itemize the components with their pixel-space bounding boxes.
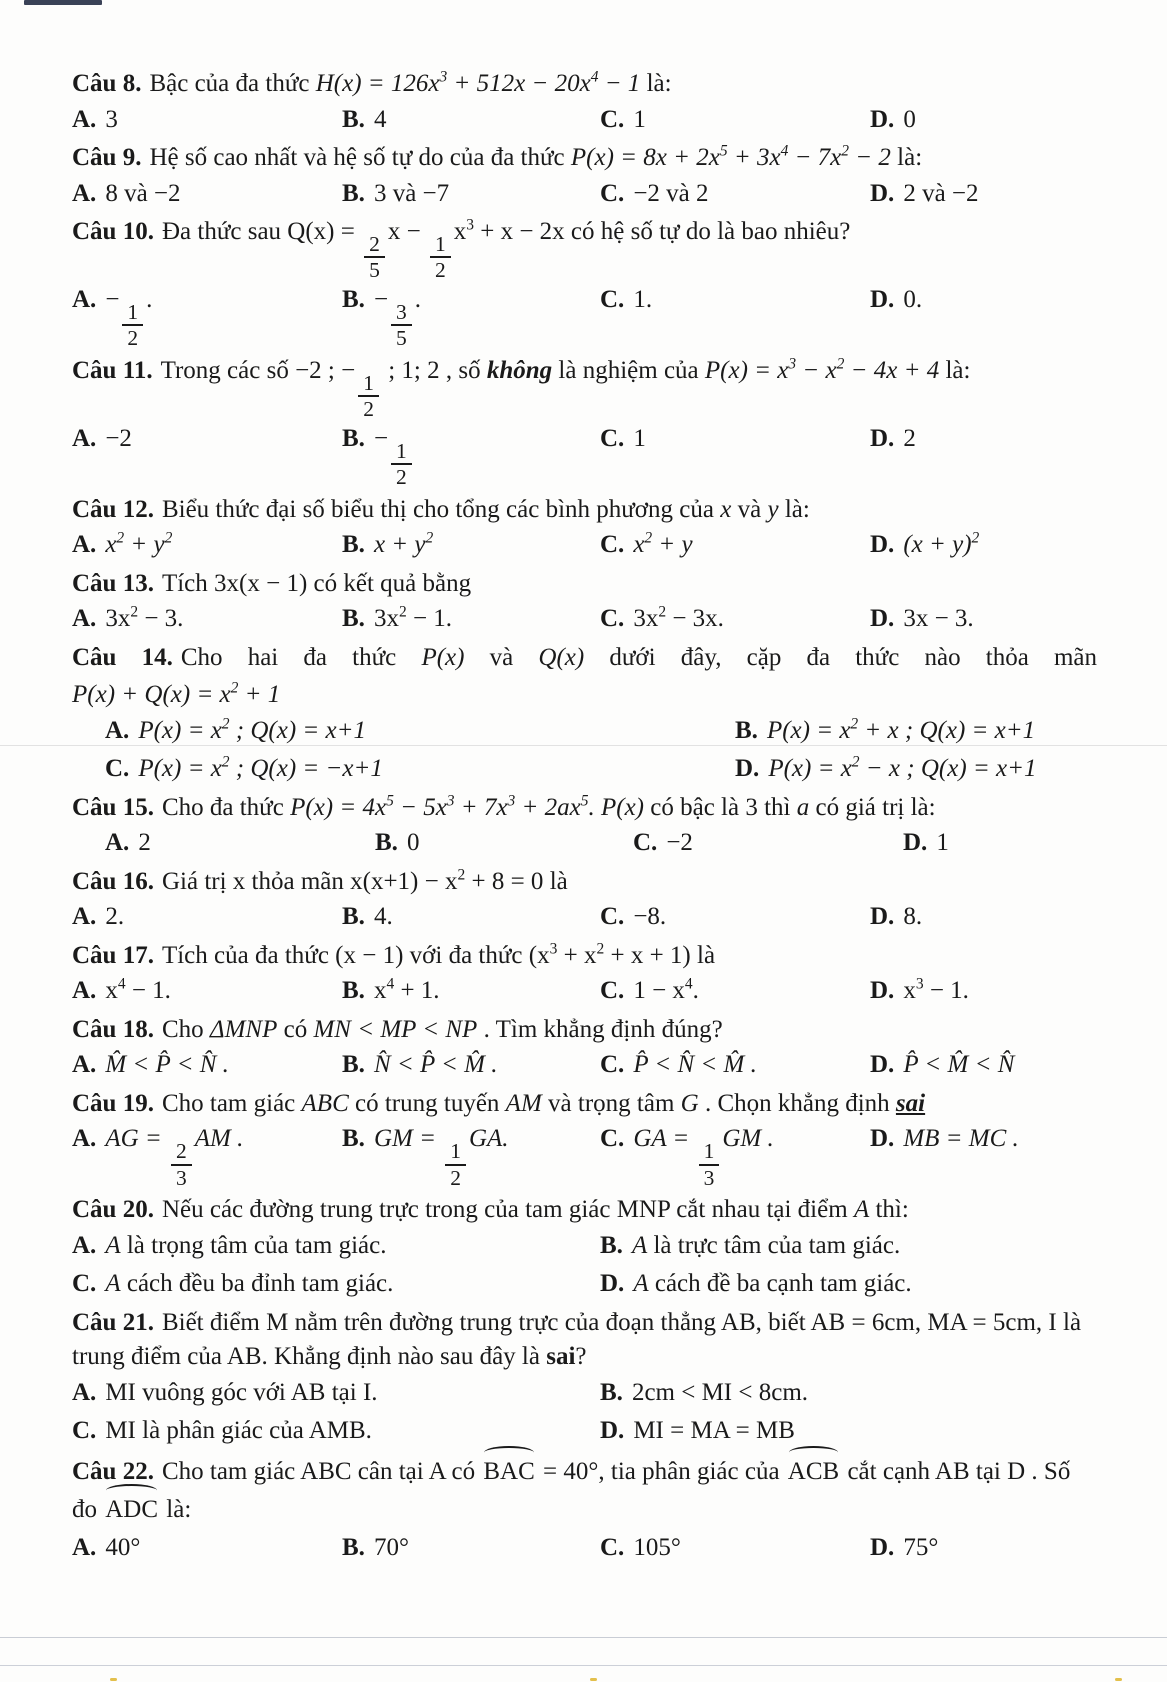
question-20-options-ab <box>72 1229 1097 1264</box>
question-21-label: Câu 21. <box>72 1308 154 1336</box>
question-17: Câu 17. Tích của đa thức (x − 1) với đa thức $(x^3 + x^2 + x + 1)$ là <box>72 940 716 969</box>
emphasis-sai: sai <box>895 1089 926 1117</box>
question-12-label: Câu 12. <box>72 495 154 523</box>
option-22d: D. 75° <box>870 1534 939 1562</box>
widehat-ADC: ADC <box>105 1491 158 1530</box>
option-11d: D. 2 <box>870 424 916 452</box>
option-21a: A. MI vuông góc với AB tại I. <box>72 1378 378 1406</box>
option-10b: B. − $\frac{3}{5}$ . <box>342 285 422 351</box>
option-16a: A. 2. <box>72 903 125 931</box>
question-14-label: Câu 14. <box>72 643 173 671</box>
option-17b: B. $x^4 + 1$. <box>342 975 440 1005</box>
option-12c: C. $x^2 + y$ <box>600 529 693 559</box>
question-8: Câu 8. Bậc của đa thức $H(x) = 126x^3 + 512x - 20x^4 - 1$ là: <box>72 68 672 97</box>
option-20c: C. A cách đều ba đỉnh tam giác. <box>72 1270 394 1298</box>
option-10a: A. − $\frac{1}{2}$ . <box>72 285 153 351</box>
question-9-formula: $P(x) = 8x + 2x^5 + 3x^4 - 7x^2 - 2$ <box>570 142 891 171</box>
option-11b: B. − $\frac{1}{2}$ <box>342 422 600 489</box>
question-13-label: Câu 13. <box>72 569 154 597</box>
question-11-stem: Trong các số −2 ; − <box>160 356 356 384</box>
widehat-ACB: ACB <box>788 1453 839 1492</box>
option-12d: D. $(x + y)^2$ <box>870 529 980 559</box>
option-17a: A. $x^4 - 1$. <box>72 975 171 1005</box>
question-8-label: Câu 8. <box>72 70 142 97</box>
question-13 <box>72 567 1097 602</box>
option-18c: C. P̂ < N̂ < M̂ . <box>600 1051 757 1079</box>
option-22b: B. 70° <box>342 1534 409 1562</box>
option-16d: D. 8. <box>870 903 923 931</box>
option-16b: B. 4. <box>342 903 393 931</box>
option-19b: B. GM = $\frac{1}{2}$ GA. <box>342 1125 509 1190</box>
option-9b: B. 3 và −7 <box>342 179 450 207</box>
scan-artifact-line <box>0 1637 1167 1638</box>
fraction: $\frac{1}{2}$ <box>391 440 412 489</box>
emphasis-khong: không <box>486 356 553 384</box>
option-14a: A. $P(x) = x^2$ ; Q(x) = x+1 <box>105 715 367 744</box>
option-19a: A. AG = $\frac{2}{3}$ AM . <box>72 1125 244 1190</box>
option-9a: A. 8 và −2 <box>72 179 181 207</box>
question-20-options-cd <box>72 1267 1097 1302</box>
option-10d: D. 0. <box>870 285 923 313</box>
question-12-stem: Biểu thức đại số biểu thị cho tổng các bình phương của <box>161 495 721 523</box>
fraction: $\frac{1}{2}$ <box>430 233 451 282</box>
question-14-options-cd <box>72 752 1097 787</box>
option-21b: B. 2cm < MI < 8cm. <box>600 1378 809 1406</box>
emphasis-sai: sai <box>546 1343 576 1371</box>
option-20b: B. A là trực tâm của tam giác. <box>600 1231 901 1259</box>
option-13c: C. $3x^2 - 3x$. <box>600 603 724 633</box>
option-18b: B. N̂ < P̂ < M̂ . <box>342 1051 498 1079</box>
question-16-formula: $x(x+1) - x^2 + 8 = 0$ <box>350 866 544 895</box>
question-21-stem: Biết điểm M nằm trên đường trung trực của đoạn thẳng AB, biết AB = 6cm, MA = 5cm, I là trung điểm của AB. Khẳng định nào sau đây là <box>72 1308 1082 1371</box>
option-19c: C. GA = $\frac{1}{3}$ GM . <box>600 1125 774 1190</box>
question-16: Câu 16. Giá trị x thỏa mãn $x(x+1) - x^2 + 8 = 0$ là <box>72 866 568 895</box>
option-22a: A. 40° <box>72 1534 141 1562</box>
option-8b: B. 4 <box>342 105 387 133</box>
fraction: $\frac{1}{2}$ <box>358 372 379 421</box>
option-21d: D. MI = MA = MB <box>600 1417 795 1445</box>
question-12: Câu 12. Biểu thức đại số biểu thị cho tổng các bình phương của x và y là: <box>72 495 810 523</box>
option-10c: C. 1. <box>600 285 653 313</box>
question-13-options <box>72 602 1097 637</box>
option-8c: C. 1 <box>600 105 646 133</box>
option-14c: C. $P(x) = x^2$ ; Q(x) = −x+1 <box>105 753 383 783</box>
scan-artifact-dot <box>110 1678 117 1681</box>
fraction: $\frac{2}{5}$ <box>364 233 385 282</box>
question-10-stem: Đa thức sau <box>161 218 288 245</box>
option-20a: A. A là trọng tâm của tam giác. <box>72 1231 387 1259</box>
option-14d: D. $P(x) = x^2 - x$ ; Q(x) = x+1 <box>735 753 1037 783</box>
fraction: $\frac{1}{3}$ <box>699 1140 720 1189</box>
option-9d: D. 2 và −2 <box>870 179 979 207</box>
option-19d: D. MB = MC . <box>870 1125 1019 1153</box>
option-13b: B. $3x^2 - 1$. <box>342 603 453 633</box>
scan-artifact-dot <box>590 1678 597 1681</box>
scan-artifact-mark <box>24 0 102 5</box>
option-11c: C. 1 <box>600 424 646 452</box>
question-19: Câu 19. Cho tam giác ABC có trung tuyến AM và trọng tâm G . Chọn khẳng định sai <box>72 1089 926 1117</box>
option-9c: C. −2 và 2 <box>600 179 709 207</box>
question-15-formula: $P(x) = 4x^5 - 5x^3 + 7x^3 + 2ax^5$. <box>290 792 595 821</box>
option-17d: D. $x^3 - 1$. <box>870 975 969 1005</box>
question-14-options-ab <box>72 714 1097 749</box>
question-16-stem: Giá trị x thỏa mãn <box>161 867 351 895</box>
question-11-formula: $P(x) = x^3 - x^2 - 4x + 4$ <box>704 355 940 384</box>
question-16-options <box>72 900 1097 935</box>
question-10-label: Câu 10. <box>72 218 154 245</box>
question-20-stem: Nếu các đường trung trực trong của tam giác MNP cắt nhau tại điểm <box>161 1196 854 1224</box>
question-21: Câu 21. Biết điểm M nằm trên đường trung trực của đoạn thẳng AB, biết AB = 6cm, MA = 5cm, I là trung điểm của AB. Khẳng định nào sau đây là sai? <box>72 1308 1082 1371</box>
option-15a: A. 2 <box>105 829 151 857</box>
question-22-options <box>72 1531 1097 1566</box>
question-16-label: Câu 16. <box>72 867 154 895</box>
option-17c: C. $1 - x^4$. <box>600 975 699 1005</box>
question-8-stem: Bậc của đa thức <box>149 70 316 97</box>
question-10-options <box>72 283 1097 350</box>
question-18-options <box>72 1048 1097 1083</box>
question-14-equation: $P(x) + Q(x) = x^2 + 1$ <box>72 679 281 709</box>
question-20-label: Câu 20. <box>72 1196 154 1224</box>
question-9-stem: Hệ số cao nhất và hệ số tự do của đa thức <box>149 144 571 171</box>
option-11a: A. −2 <box>72 424 132 452</box>
question-17-stem: Tích của đa thức <box>161 941 336 969</box>
question-11: Câu 11. Trong các số −2 ; − $\frac{1}{2}$ ; 1; 2 , số không là nghiệm của $P(x) = x^3 - x^2 - 4x + 4$ là: <box>72 355 971 422</box>
option-18a: A. M̂ < P̂ < N̂ . <box>72 1051 229 1079</box>
option-13a: A. $3x^2 - 3$. <box>72 603 184 633</box>
question-9-label: Câu 9. <box>72 144 142 171</box>
question-8-formula: $H(x) = 126x^3 + 512x - 20x^4 - 1$ <box>315 68 641 97</box>
question-15-label: Câu 15. <box>72 793 154 821</box>
fraction: $\frac{2}{3}$ <box>171 1140 192 1189</box>
option-15d: D. 1 <box>903 829 949 857</box>
option-8d: D. 0 <box>870 105 916 133</box>
question-15: Câu 15. Cho đa thức $P(x) = 4x^5 - 5x^3 + 7x^3 + 2ax^5$. P(x) có bậc là 3 thì a có giá trị là: <box>72 792 936 821</box>
question-19-options <box>72 1122 1097 1189</box>
option-14b: B. $P(x) = x^2 + x$ ; Q(x) = x+1 <box>735 715 1036 744</box>
question-14-stem: Cho hai đa thức <box>180 643 422 671</box>
widehat-BAC: BAC <box>483 1453 534 1492</box>
option-18d: D. P̂ < M̂ < N̂ <box>870 1051 1015 1079</box>
question-22: Câu 22. Cho tam giác ABC cân tại A có BAC = 40°, tia phân giác của ACB cắt cạnh AB tại D . Số đo ADC là: <box>72 1453 1097 1531</box>
question-13-stem: Tích 3x(x − 1) có kết quả bằng <box>161 569 472 597</box>
question-15-options <box>72 826 1097 861</box>
question-9-options <box>72 177 1097 212</box>
option-21c: C. MI là phân giác của AMB. <box>72 1417 372 1445</box>
question-12-options <box>72 528 1097 563</box>
question-22-stem: Cho tam giác ABC cân tại A có <box>161 1457 482 1485</box>
option-12a: A. $x^2 + y^2$ <box>72 529 173 559</box>
option-15b: B. 0 <box>375 829 420 857</box>
question-18-stem: Cho <box>161 1015 210 1043</box>
option-13d: D. 3x − 3. <box>870 605 974 633</box>
scan-artifact-line <box>0 745 1167 746</box>
question-21-options-ab <box>72 1376 1097 1411</box>
question-11-label: Câu 11. <box>72 356 153 384</box>
option-22c: C. 105° <box>600 1534 681 1562</box>
question-20: Câu 20. Nếu các đường trung trực trong của tam giác MNP cắt nhau tại điểm A thì: <box>72 1196 909 1224</box>
question-10-formula: Q(x) = $\frac{2}{5}$ x − $\frac{1}{2}$ $x^3 + x - 2x$ <box>287 216 565 283</box>
question-17-options <box>72 974 1097 1009</box>
option-15c: C. −2 <box>633 829 693 857</box>
question-9: Câu 9. Hệ số cao nhất và hệ số tự do của đa thức $P(x) = 8x + 2x^5 + 3x^4 - 7x^2 - 2$ là: <box>72 142 923 171</box>
option-12b: B. $x + y^2$ <box>342 529 434 559</box>
fraction: $\frac{3}{5}$ <box>391 301 412 350</box>
fraction: $\frac{1}{2}$ <box>445 1140 466 1189</box>
question-8-options <box>72 103 1097 138</box>
scan-artifact-line <box>0 1665 1167 1666</box>
question-21-options-cd <box>72 1414 1097 1449</box>
question-11-options <box>72 422 1097 489</box>
question-10: Câu 10. Đa thức sau Q(x) = $\frac{2}{5}$ x − $\frac{1}{2}$ $x^3 + x - 2x$ có hệ số tự do là bao nhiêu? <box>72 216 851 283</box>
question-15-stem: Cho đa thức <box>161 793 291 821</box>
question-17-label: Câu 17. <box>72 941 154 969</box>
question-22-label: Câu 22. <box>72 1457 154 1485</box>
question-19-stem: Cho tam giác <box>161 1089 302 1117</box>
question-18-label: Câu 18. <box>72 1015 154 1043</box>
question-19-label: Câu 19. <box>72 1089 154 1117</box>
fraction: $\frac{1}{2}$ <box>122 301 143 350</box>
scan-artifact-dot <box>1115 1678 1122 1681</box>
question-14: Câu 14. Cho hai đa thức P(x) và Q(x) dưới đây, cặp đa thức nào thỏa mãn <box>72 643 1097 671</box>
option-20d: D. A cách đề ba cạnh tam giác. <box>600 1270 912 1298</box>
question-18: Câu 18. Cho ΔMNP có MN < MP < NP . Tìm khẳng định đúng? <box>72 1015 723 1043</box>
option-16c: C. −8. <box>600 903 667 931</box>
option-8a: A. 3 <box>72 105 118 133</box>
